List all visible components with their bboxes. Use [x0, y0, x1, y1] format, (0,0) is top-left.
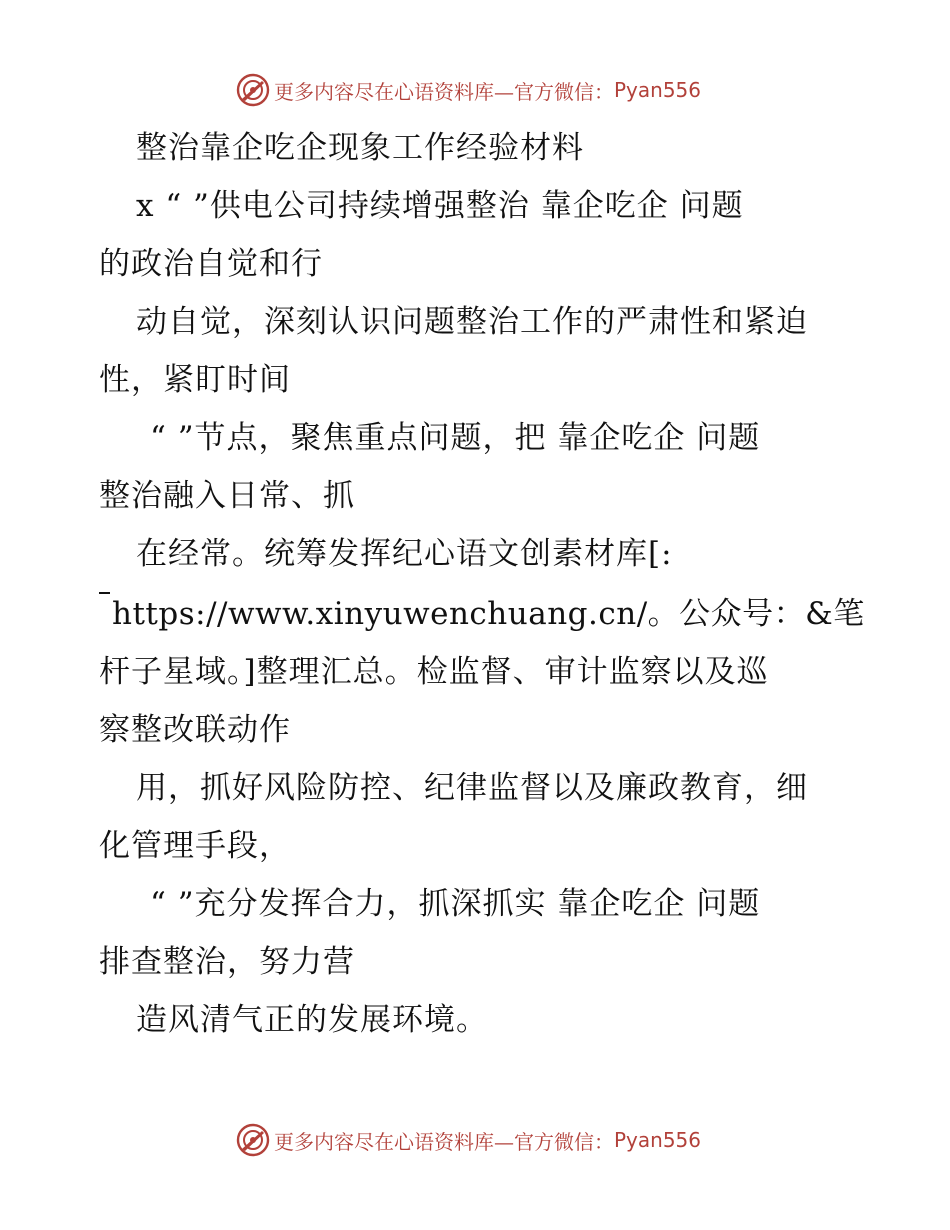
- document-line: 用，抓好风险防控、纪律监督以及廉政教育，细: [136, 770, 808, 806]
- header-wechat-id: Pyan556: [614, 78, 702, 102]
- seal-logo-icon: [236, 73, 270, 107]
- underline-mark: [99, 592, 110, 594]
- document-title: 整治靠企吃企现象工作经验材料: [136, 130, 584, 166]
- document-line: “ ”节点，聚焦重点问题，把 靠企吃企 问题: [150, 420, 761, 456]
- document-line: 的政治自觉和行: [99, 246, 323, 282]
- document-line: 性，紧盯时间: [99, 362, 291, 398]
- document-line: 动自觉，深刻认识问题整治工作的严肃性和紧迫: [136, 304, 808, 340]
- document-line: https://www.xinyuwenchuang.cn/。公众号：&笔: [112, 596, 865, 632]
- document-line: 排查整治，努力营: [99, 944, 355, 980]
- header-banner: [236, 72, 716, 108]
- document-line: 化管理手段，: [99, 828, 291, 864]
- document-line: 整治融入日常、抓: [99, 478, 355, 514]
- document-line: 造风清气正的发展环境。: [136, 1002, 488, 1038]
- document-line: 在经常。统筹发挥纪心语文创素材库[:: [136, 536, 673, 572]
- footer-wechat-id: Pyan556: [614, 1128, 702, 1152]
- document-line: 杆子星域。]整理汇总。检监督、审计监察以及巡: [99, 654, 769, 690]
- header-banner-text: 更多内容尽在心语资料库—官方微信：: [274, 79, 614, 104]
- document-line: “ ”充分发挥合力，抓深抓实 靠企吃企 问题: [150, 886, 761, 922]
- document-line: x “ ”供电公司持续增强整治 靠企吃企 问题: [136, 188, 744, 224]
- footer-banner-text: 更多内容尽在心语资料库—官方微信：: [274, 1129, 614, 1154]
- document-line: 察整改联动作: [99, 712, 291, 748]
- footer-banner: [236, 1122, 716, 1158]
- seal-logo-icon: [236, 1123, 270, 1157]
